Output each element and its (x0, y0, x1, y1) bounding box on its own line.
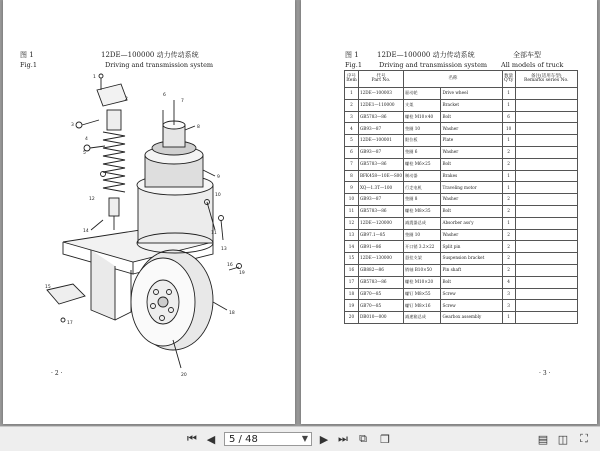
cell-qty: 1 (502, 88, 515, 100)
header-remarks: 备注(适用车型) Remarks series No. (515, 71, 577, 88)
cell-item: 8 (345, 170, 359, 182)
cell-qty: 3 (502, 300, 515, 312)
callout-16: 16 (227, 263, 233, 268)
cell-item: 2 (345, 99, 359, 111)
cell-name-cn: 减震器总成 (404, 217, 441, 229)
cell-remarks (515, 146, 577, 158)
cell-name-cn: 制动器 (404, 170, 441, 182)
cell-qty: 6 (502, 111, 515, 123)
cell-remarks (515, 158, 577, 170)
page-title-en: Driving and transmission system (105, 61, 214, 69)
cell-name-en: Washer (441, 229, 502, 241)
cell-part-no: 12DE—100003 (358, 88, 403, 100)
cell-name-en: Drive wheel (441, 88, 502, 100)
cell-name-cn: 销轴 B10×50 (404, 264, 441, 276)
cell-item: 20 (345, 312, 359, 324)
cell-item: 5 (345, 135, 359, 147)
callout-17: 17 (67, 321, 73, 326)
cell-name-en: Pin shaft (441, 264, 502, 276)
exploded-view-drawing (3, 70, 295, 400)
chevron-down-icon[interactable]: ▼ (301, 434, 308, 443)
cell-name-cn: 行走电机 (404, 182, 441, 194)
cell-name-en: Washer (441, 123, 502, 135)
two-page-view-icon[interactable]: ◫ (557, 432, 569, 446)
cell-name-en: Brakes (441, 170, 502, 182)
cell-remarks (515, 135, 577, 147)
cell-qty: 10 (502, 123, 515, 135)
callout-7: 7 (181, 99, 184, 104)
callout-1: 1 (93, 75, 96, 80)
cell-qty: 1 (502, 99, 515, 111)
page-number-left: · 2 · (51, 370, 63, 377)
cell-name-cn: 悬挂支架 (404, 253, 441, 265)
cell-qty: 1 (502, 135, 515, 147)
cell-name-en: Bolt (441, 276, 502, 288)
cell-name-cn: 垫圈 10 (404, 229, 441, 241)
table-header-row (345, 71, 578, 88)
cell-name-cn: 限位板 (404, 135, 441, 147)
cell-part-no: DB010—000 (358, 312, 403, 324)
cell-name-en: Plate (441, 135, 502, 147)
cell-qty: 1 (502, 312, 515, 324)
callout-12: 12 (89, 197, 95, 202)
cell-name-cn: 开口销 3.2×22 (404, 241, 441, 253)
right-page (301, 0, 597, 424)
cell-remarks (515, 123, 577, 135)
callout-4: 4 (85, 137, 88, 142)
header-part-no: 代号 Part No. (358, 71, 403, 88)
cell-part-no: 12DE—120000 (358, 217, 403, 229)
cell-part-no: GB70—85 (358, 300, 403, 312)
callout-19: 19 (239, 271, 245, 276)
callout-5: 5 (83, 151, 86, 156)
cell-qty: 1 (502, 217, 515, 229)
table-row (345, 170, 578, 182)
cell-item: 19 (345, 300, 359, 312)
cell-remarks (515, 264, 577, 276)
cell-name-en: Traveling motor (441, 182, 502, 194)
cell-remarks (515, 88, 577, 100)
cell-qty: 2 (502, 194, 515, 206)
cell-qty: 2 (502, 158, 515, 170)
cell-item: 9 (345, 182, 359, 194)
cell-qty: 2 (502, 146, 515, 158)
parts-table (344, 70, 578, 324)
cell-item: 11 (345, 205, 359, 217)
cell-remarks (515, 288, 577, 300)
cell-part-no: GB5783—86 (358, 276, 403, 288)
cell-qty: 1 (502, 182, 515, 194)
cell-name-cn: 驱动轮 (404, 88, 441, 100)
cell-remarks (515, 312, 577, 324)
cell-qty: 2 (502, 241, 515, 253)
table-row (345, 229, 578, 241)
fig-label-en: Fig.1 (345, 61, 362, 69)
cell-part-no: XQ—1.3T—100 (358, 182, 403, 194)
table-row (345, 88, 578, 100)
cell-item: 12 (345, 217, 359, 229)
table-row (345, 300, 578, 312)
last-page-icon[interactable]: ⏭ (338, 432, 348, 445)
cell-name-cn: 垫圈 6 (404, 146, 441, 158)
cell-part-no: 12DE—130000 (358, 253, 403, 265)
cell-part-no: GB70—85 (358, 288, 403, 300)
table-row (345, 158, 578, 170)
cell-name-en: Bolt (441, 111, 502, 123)
table-row (345, 276, 578, 288)
table-row (345, 264, 578, 276)
table-row (345, 288, 578, 300)
cell-qty: 1 (502, 170, 515, 182)
cell-part-no: GB93—87 (358, 123, 403, 135)
table-row (345, 312, 578, 324)
cell-part-no: GB882—86 (358, 264, 403, 276)
cell-name-cn: 支架 (404, 99, 441, 111)
table-row (345, 99, 578, 111)
cell-item: 6 (345, 146, 359, 158)
cell-name-en: Suspension bracket (441, 253, 502, 265)
cell-item: 15 (345, 253, 359, 265)
page-number-right: · 3 · (539, 370, 551, 377)
fig-label-en: Fig.1 (20, 61, 37, 69)
multi-page-icon[interactable]: ❐ (380, 432, 390, 446)
cell-part-no: GB5783—86 (358, 158, 403, 170)
page-number-input[interactable] (224, 432, 312, 446)
cell-part-no: GB93—87 (358, 146, 403, 158)
table-row (345, 146, 578, 158)
cell-item: 14 (345, 241, 359, 253)
cell-remarks (515, 241, 577, 253)
fig-label-cn: 图 1 (345, 51, 359, 59)
table-row (345, 205, 578, 217)
cell-name-cn: 垫圈 10 (404, 123, 441, 135)
callout-20: 20 (181, 373, 187, 378)
cell-remarks (515, 253, 577, 265)
cell-part-no: BFK458—10E—S00 (358, 170, 403, 182)
callout-2: 2 (125, 97, 128, 102)
cell-part-no: 12DE—100001 (358, 135, 403, 147)
cell-name-en: Bracket (441, 99, 502, 111)
cell-name-en: Split pin (441, 241, 502, 253)
cell-name-cn: 螺栓 M10×20 (404, 276, 441, 288)
cell-item: 4 (345, 123, 359, 135)
fig-label-cn: 图 1 (20, 51, 34, 59)
cell-remarks (515, 99, 577, 111)
table-row (345, 123, 578, 135)
single-page-view-icon[interactable]: ▤ (537, 432, 549, 446)
page-title-en: Driving and transmission system (379, 61, 488, 69)
cell-item: 13 (345, 229, 359, 241)
cell-qty: 2 (502, 264, 515, 276)
cell-name-cn: 螺栓 M10×40 (404, 111, 441, 123)
cell-item: 16 (345, 264, 359, 276)
cell-name-en: Gearbox assembly (441, 312, 502, 324)
cell-name-en: Bolt (441, 205, 502, 217)
header-item: 序号 Item (345, 71, 359, 88)
callout-10: 10 (215, 193, 221, 198)
cell-remarks (515, 300, 577, 312)
cell-part-no: GB5783—86 (358, 205, 403, 217)
cell-remarks (515, 194, 577, 206)
cell-name-en: Bolt (441, 158, 502, 170)
cell-remarks (515, 111, 577, 123)
cell-qty: 2 (502, 253, 515, 265)
cell-item: 18 (345, 288, 359, 300)
table-row (345, 241, 578, 253)
cell-item: 1 (345, 88, 359, 100)
cell-part-no: GB91—86 (358, 241, 403, 253)
table-row (345, 135, 578, 147)
cell-remarks (515, 276, 577, 288)
cell-name-cn: 螺钉 M8×55 (404, 288, 441, 300)
cell-remarks (515, 217, 577, 229)
cell-name-en: Washer (441, 146, 502, 158)
page-number-value: 5 / 48 (229, 433, 258, 445)
cell-qty: 4 (502, 276, 515, 288)
table-row (345, 182, 578, 194)
cell-item: 3 (345, 111, 359, 123)
callout-15: 15 (45, 285, 51, 290)
cell-remarks (515, 229, 577, 241)
scope-cn: 全部车型 (513, 51, 541, 59)
prev-page-icon[interactable]: ◀ (206, 432, 216, 446)
fit-page-icon[interactable]: ⧉ (359, 432, 367, 445)
cell-item: 7 (345, 158, 359, 170)
callout-8: 8 (197, 125, 200, 130)
scope-en: All models of truck (501, 61, 564, 69)
table-row (345, 253, 578, 265)
table-row (345, 217, 578, 229)
viewer-toolbar (0, 426, 600, 451)
cell-remarks (515, 182, 577, 194)
callout-9: 9 (217, 175, 220, 180)
fullscreen-icon[interactable]: ⛶ (580, 432, 588, 445)
cell-name-en: Screw (441, 300, 502, 312)
callout-18: 18 (229, 311, 235, 316)
cell-name-cn: 垫圈 8 (404, 194, 441, 206)
callout-13: 13 (221, 247, 227, 252)
callout-6: 6 (163, 93, 166, 98)
cell-part-no: GB5783—86 (358, 111, 403, 123)
page-title-cn: 12DE—100000 动力传动系统 (101, 51, 199, 59)
cell-part-no: GB93—87 (358, 194, 403, 206)
cell-name-en: Screw (441, 288, 502, 300)
cell-name-en: Washer (441, 194, 502, 206)
first-page-icon[interactable]: ⏮ (187, 432, 197, 445)
table-row (345, 111, 578, 123)
callout-11: 11 (211, 231, 217, 236)
cell-remarks (515, 170, 577, 182)
cell-name-cn: 减速箱总成 (404, 312, 441, 324)
table-row (345, 194, 578, 206)
cell-qty: 2 (502, 205, 515, 217)
cell-name-cn: 螺栓 M8×35 (404, 205, 441, 217)
cell-part-no: 12DE1—110000 (358, 99, 403, 111)
cell-item: 10 (345, 194, 359, 206)
header-qty: 数量 Q'ty (502, 71, 515, 88)
cell-item: 17 (345, 276, 359, 288)
cell-name-cn: 螺钉 M8×16 (404, 300, 441, 312)
callout-14: 14 (83, 229, 89, 234)
page-title-cn: 12DE—100000 动力传动系统 (377, 51, 475, 59)
cell-part-no: GB97.1—85 (358, 229, 403, 241)
cell-name-cn: 螺栓 M6×25 (404, 158, 441, 170)
cell-name-en: Absorber ass'y (441, 217, 502, 229)
callout-3: 3 (71, 123, 74, 128)
cell-qty: 2 (502, 229, 515, 241)
next-page-icon[interactable]: ▶ (319, 432, 329, 446)
cell-qty: 3 (502, 288, 515, 300)
cell-remarks (515, 205, 577, 217)
header-name: 名称 (404, 71, 503, 88)
left-page (3, 0, 295, 424)
